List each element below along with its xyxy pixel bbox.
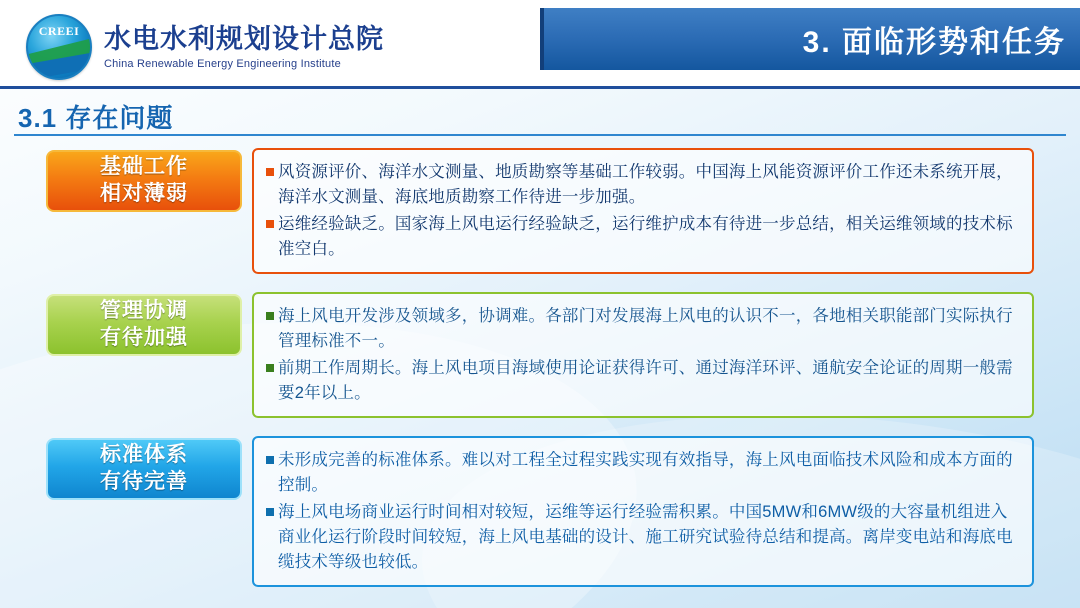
row-3-bullet-2 (266, 500, 1020, 575)
row-2-panel (252, 292, 1034, 418)
creei-logo-icon (26, 14, 92, 80)
row-1-bullet-1 (266, 160, 1020, 210)
row-1-bullet-2-text: 运维经验缺乏。国家海上风电运行经验缺乏，运行维护成本有待进一步总结，相关运维领域的技术标准空白。 (278, 215, 1013, 259)
content-row-1 (46, 148, 1034, 274)
subsection-divider (14, 134, 1066, 136)
subsection-title: 3.1 存在问题 (18, 103, 174, 133)
square-bullet-icon (266, 508, 274, 516)
square-bullet-icon (266, 364, 274, 372)
square-bullet-icon (266, 220, 274, 228)
organization-logo (26, 14, 384, 80)
content-row-3 (46, 436, 1034, 587)
row-1-panel (252, 148, 1034, 274)
square-bullet-icon (266, 456, 274, 464)
row-2-bullet-2-text: 前期工作周期长。海上风电项目海域使用论证获得许可、通过海洋环评、通航安全论证的周期一般需要2年以上。 (278, 359, 1013, 403)
row-2-bullet-1 (266, 304, 1020, 354)
row-1-bullet-2 (266, 212, 1020, 262)
row-2-bullet-2 (266, 356, 1020, 406)
row-1-bullet-1-text: 风资源评价、海洋水文测量、地质勘察等基础工作较弱。中国海上风能资源评价工作还未系统开展，海洋水文测量、海底地质勘察工作待进一步加强。 (278, 163, 1013, 207)
section-title-banner (540, 8, 1080, 70)
row-2-tag (46, 294, 242, 356)
row-3-tag-line1: 标准体系 (100, 443, 188, 467)
logo-text: CREEI (38, 24, 80, 38)
row-2-tag-line2: 有待加强 (100, 326, 188, 349)
row-1-tag-line1: 基础工作 (100, 155, 188, 179)
row-1-tag (46, 150, 242, 212)
organization-name-en: China Renewable Energy Engineering Institute (104, 57, 341, 70)
organization-name-block (104, 24, 384, 69)
row-2-bullet-1-text: 海上风电开发涉及领域多，协调难。各部门对发展海上风电的认识不一，各地相关职能部门实际执行管理标准不一。 (278, 307, 1013, 351)
row-3-tag (46, 438, 242, 500)
row-3-bullet-1-text: 未形成完善的标准体系。难以对工程全过程实践实现有效指导，海上风电面临技术风险和成本方面的控制。 (278, 451, 1013, 495)
row-3-panel (252, 436, 1034, 587)
row-1-tag-line2: 相对薄弱 (100, 182, 188, 205)
square-bullet-icon (266, 312, 274, 320)
square-bullet-icon (266, 168, 274, 176)
slide-header (0, 0, 1080, 86)
row-3-bullet-2-text: 海上风电场商业运行时间相对较短，运维等运行经验需积累。中国5MW和6MW级的大容量机组进入商业化运行阶段时间较短，海上风电基础的设计、施工研究试验待总结和提高。离岸变电站和海底电缆技术等级也较低。 (278, 503, 1013, 572)
row-3-bullet-1 (266, 448, 1020, 498)
content-row-2 (46, 292, 1034, 418)
section-title-text: 3. 面临形势和任务 (802, 26, 1066, 59)
row-3-tag-line2: 有待完善 (100, 470, 188, 493)
row-2-tag-line1: 管理协调 (100, 299, 188, 323)
header-divider (0, 86, 1080, 89)
organization-name-cn: 水电水利规划设计总院 (104, 24, 384, 55)
